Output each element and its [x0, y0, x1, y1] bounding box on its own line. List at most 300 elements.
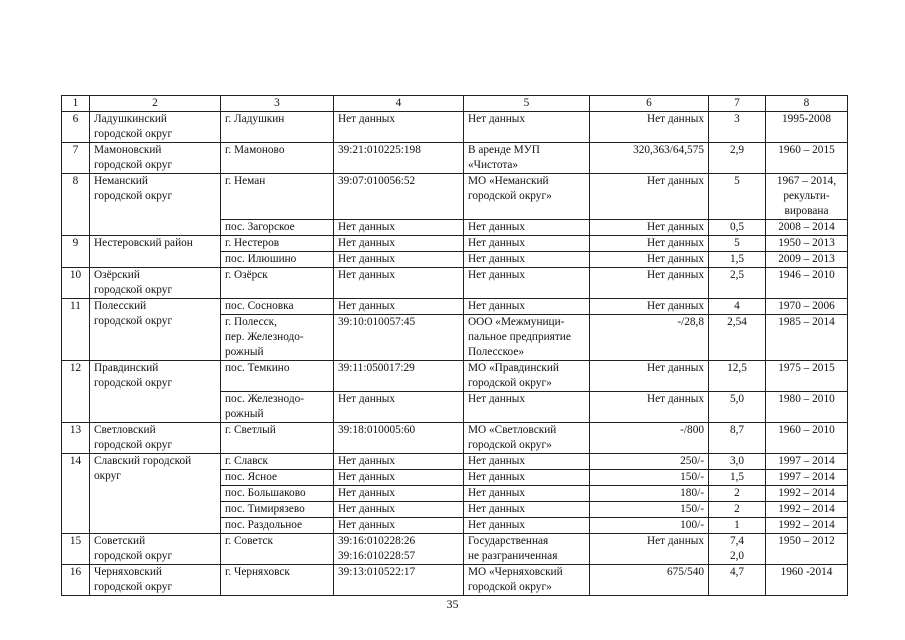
- cell-text-line: пос. Загорское: [225, 221, 295, 233]
- cell-text-line: Государственная: [468, 535, 549, 547]
- table-row: [62, 534, 848, 565]
- table-cell: [464, 299, 590, 315]
- header-cell: 7: [709, 96, 766, 112]
- table-cell: [709, 220, 766, 236]
- cell-text-line: Нет данных: [468, 455, 526, 467]
- header-cell: 8: [766, 96, 848, 112]
- cell-text-line: Нет данных: [468, 300, 526, 312]
- cell-text-line: Нет данных: [646, 269, 704, 281]
- table-cell: [709, 486, 766, 502]
- page-number: 35: [446, 597, 459, 611]
- table-cell: [590, 423, 709, 454]
- cell-text-line: городской округ»: [468, 581, 552, 593]
- table-cell: [464, 454, 590, 470]
- cell-text-line: -/28,8: [677, 316, 704, 328]
- table-cell: [709, 299, 766, 315]
- cell-text-line: 1,5: [729, 253, 745, 265]
- table-cell: [709, 423, 766, 454]
- cell-text-line: 5,0: [729, 393, 745, 405]
- cell-text-line: 1950 – 2012: [778, 535, 835, 547]
- cell-text-line: вирована: [784, 205, 829, 217]
- cell-text-line: 15: [69, 535, 82, 547]
- cell-text-line: Нет данных: [646, 113, 704, 125]
- table-cell: [590, 361, 709, 392]
- cell-text-line: 1,5: [729, 471, 745, 483]
- table-cell: [590, 486, 709, 502]
- table-cell: [90, 112, 221, 143]
- table-cell: [221, 392, 334, 423]
- cell-text-line: 150/-: [680, 471, 704, 483]
- table-cell: [334, 174, 464, 220]
- table-row: [62, 361, 848, 392]
- table-cell: [766, 518, 848, 534]
- cell-text-line: Полесский: [94, 300, 147, 312]
- table-cell: [334, 423, 464, 454]
- cell-text-line: 320,363/64,575: [633, 144, 704, 156]
- table-cell: [90, 565, 221, 596]
- table-cell: [464, 392, 590, 423]
- cell-text-line: Нет данных: [468, 393, 526, 405]
- table-cell: [709, 174, 766, 220]
- cell-text-line: 2: [734, 487, 740, 499]
- table-cell: [221, 268, 334, 299]
- table-cell: [766, 112, 848, 143]
- cell-text-line: Нет данных: [646, 253, 704, 265]
- table-cell: [709, 315, 766, 361]
- table-cell: [590, 392, 709, 423]
- cell-text-line: 3,0: [729, 455, 745, 467]
- cell-text-line: 2008 – 2014: [778, 221, 835, 233]
- table-cell: [221, 174, 334, 220]
- cell-text-line: г. Советск: [225, 535, 274, 547]
- cell-text-line: 39:11:050017:29: [338, 362, 415, 374]
- cell-text-line: МО «Черняховский: [468, 566, 563, 578]
- cell-text-line: 5: [734, 175, 740, 187]
- cell-text-line: Светловский: [94, 424, 156, 436]
- cell-text-line: Нет данных: [338, 221, 396, 233]
- table-row: [62, 423, 848, 454]
- table-cell: [464, 486, 590, 502]
- table-cell: [590, 565, 709, 596]
- cell-text-line: Нет данных: [468, 487, 526, 499]
- table-body: [62, 112, 848, 596]
- cell-text-line: «Чистота»: [468, 159, 519, 171]
- cell-text-line: 2009 – 2013: [778, 253, 835, 265]
- cell-text-line: г. Полесск,: [225, 316, 277, 328]
- table-cell: [766, 174, 848, 220]
- cell-text-line: Нестеровский район: [94, 237, 193, 249]
- table-cell: [90, 236, 221, 268]
- cell-text-line: 4: [734, 300, 740, 312]
- cell-text-line: 1997 – 2014: [778, 455, 835, 467]
- cell-text-line: 675/540: [666, 566, 704, 578]
- cell-text-line: Нет данных: [338, 455, 396, 467]
- cell-text-line: Нет данных: [338, 471, 396, 483]
- table-cell: [221, 315, 334, 361]
- cell-text-line: 2,9: [729, 144, 745, 156]
- table-cell: [766, 252, 848, 268]
- table-cell: [709, 252, 766, 268]
- cell-text-line: Нет данных: [468, 113, 526, 125]
- cell-text-line: Нет данных: [468, 237, 526, 249]
- cell-text-line: 16: [69, 566, 82, 578]
- cell-text-line: 39:10:010057:45: [338, 316, 416, 328]
- cell-text-line: 39:13:010522:17: [338, 566, 416, 578]
- table-cell: [766, 315, 848, 361]
- row-number-cell: [62, 174, 90, 236]
- cell-text-line: Нет данных: [338, 393, 396, 405]
- table-cell: [590, 470, 709, 486]
- table-cell: [590, 174, 709, 220]
- cell-text-line: г. Светлый: [225, 424, 276, 436]
- cell-text-line: 4,7: [729, 566, 745, 578]
- table-cell: [334, 252, 464, 268]
- table-cell: [464, 518, 590, 534]
- table-cell: [334, 486, 464, 502]
- cell-text-line: Мамоновский: [94, 144, 162, 156]
- table-cell: [766, 220, 848, 236]
- table-cell: [464, 112, 590, 143]
- cell-text-line: Нет данных: [338, 300, 396, 312]
- cell-text-line: 1946 – 2010: [778, 269, 835, 281]
- cell-text-line: 7,4: [729, 535, 745, 547]
- cell-text-line: 1985 – 2014: [778, 316, 835, 328]
- table-cell: [334, 565, 464, 596]
- cell-text-line: Нет данных: [338, 237, 396, 249]
- cell-text-line: -/800: [680, 424, 704, 436]
- table-cell: [709, 518, 766, 534]
- table-cell: [590, 454, 709, 470]
- table-cell: [464, 236, 590, 252]
- table-cell: [590, 315, 709, 361]
- table-cell: [766, 392, 848, 423]
- cell-text-line: Нет данных: [468, 503, 526, 515]
- header-cell: 2: [90, 96, 221, 112]
- table-cell: [221, 252, 334, 268]
- table-cell: [90, 361, 221, 423]
- cell-text-line: пос. Сосновка: [225, 300, 294, 312]
- table-cell: [709, 502, 766, 518]
- cell-text-line: 39:16:010228:57: [338, 550, 416, 562]
- table-cell: [221, 454, 334, 470]
- cell-text-line: не разграниченная: [468, 550, 558, 562]
- cell-text-line: 2: [734, 503, 740, 515]
- table-cell: [709, 361, 766, 392]
- cell-text-line: Нет данных: [468, 471, 526, 483]
- table-cell: [464, 470, 590, 486]
- table-cell: [221, 470, 334, 486]
- table-cell: [334, 470, 464, 486]
- cell-text-line: Нет данных: [646, 393, 704, 405]
- cell-text-line: городской округ»: [468, 439, 552, 451]
- cell-text-line: Нет данных: [338, 269, 396, 281]
- table-cell: [90, 299, 221, 361]
- table-cell: [221, 486, 334, 502]
- table-cell: [766, 236, 848, 252]
- table-row: [62, 268, 848, 299]
- table-cell: [221, 361, 334, 392]
- table-cell: [90, 454, 221, 534]
- cell-text-line: г. Мамоново: [225, 144, 285, 156]
- cell-text-line: Нет данных: [646, 175, 704, 187]
- table-cell: [464, 315, 590, 361]
- table-cell: [464, 268, 590, 299]
- table-cell: [766, 423, 848, 454]
- header-row: [62, 96, 848, 112]
- cell-text-line: 100/-: [680, 519, 704, 531]
- table-cell: [221, 518, 334, 534]
- table-cell: [590, 143, 709, 174]
- table-cell: [334, 361, 464, 392]
- table-cell: [464, 423, 590, 454]
- table-cell: [334, 299, 464, 315]
- table-cell: [90, 534, 221, 565]
- cell-text-line: городской округ»: [468, 377, 552, 389]
- cell-text-line: Славский городской: [94, 455, 192, 467]
- table-cell: [90, 268, 221, 299]
- cell-text-line: 1967 – 2014,: [776, 175, 837, 187]
- cell-text-line: 1950 – 2013: [778, 237, 835, 249]
- row-number-cell: [62, 112, 90, 143]
- cell-text-line: г. Озёрск: [225, 269, 268, 281]
- cell-text-line: Нет данных: [468, 519, 526, 531]
- cell-text-line: городской округ»: [468, 190, 552, 202]
- cell-text-line: Нет данных: [338, 113, 396, 125]
- cell-text-line: ООО «Межмуници-: [468, 316, 565, 328]
- cell-text-line: 1980 – 2010: [778, 393, 835, 405]
- table-cell: [334, 236, 464, 252]
- table-cell: [709, 470, 766, 486]
- table-cell: [221, 565, 334, 596]
- cell-text-line: 1995-2008: [782, 113, 831, 125]
- table-cell: [221, 299, 334, 315]
- table-cell: [334, 518, 464, 534]
- row-number-cell: [62, 361, 90, 423]
- cell-text-line: В аренде МУП: [468, 144, 540, 156]
- cell-text-line: рекульти-: [783, 190, 830, 202]
- cell-text-line: 1992 – 2014: [778, 487, 835, 499]
- cell-text-line: 12,5: [727, 362, 747, 374]
- cell-text-line: МО «Правдинский: [468, 362, 559, 374]
- cell-text-line: пер. Железнодо-: [225, 331, 304, 343]
- cell-text-line: г. Неман: [225, 175, 266, 187]
- table-cell: [709, 534, 766, 565]
- cell-text-line: г. Нестеров: [225, 237, 280, 249]
- table-cell: [334, 220, 464, 236]
- table-cell: [590, 236, 709, 252]
- cell-text-line: 39:07:010056:52: [338, 175, 416, 187]
- row-number-cell: [62, 534, 90, 565]
- cell-text-line: городской округ: [94, 439, 173, 451]
- cell-text-line: городской округ: [94, 581, 173, 593]
- cell-text-line: г. Ладушкин: [225, 113, 285, 125]
- cell-text-line: городской округ: [94, 128, 173, 140]
- table-cell: [464, 220, 590, 236]
- cell-text-line: Нет данных: [338, 519, 396, 531]
- table-cell: [334, 112, 464, 143]
- cell-text-line: 13: [69, 424, 82, 436]
- table-cell: [334, 268, 464, 299]
- cell-text-line: Нет данных: [338, 253, 396, 265]
- table-cell: [590, 502, 709, 518]
- cell-text-line: 1975 – 2015: [778, 362, 835, 374]
- table-cell: [464, 174, 590, 220]
- cell-text-line: Неманский: [94, 175, 148, 187]
- cell-text-line: рожный: [225, 408, 264, 420]
- table-cell: [90, 423, 221, 454]
- table-cell: [709, 112, 766, 143]
- table-cell: [590, 220, 709, 236]
- table-cell: [90, 143, 221, 174]
- cell-text-line: Озёрский: [94, 269, 140, 281]
- table-cell: [766, 565, 848, 596]
- table-cell: [334, 502, 464, 518]
- table-cell: [464, 502, 590, 518]
- cell-text-line: 11: [70, 300, 81, 312]
- table-cell: [709, 454, 766, 470]
- cell-text-line: 2,0: [729, 550, 745, 562]
- cell-text-line: округ: [94, 470, 121, 482]
- cell-text-line: 0,5: [729, 221, 745, 233]
- cell-text-line: 9: [72, 237, 79, 249]
- cell-text-line: 39:18:010005:60: [338, 424, 416, 436]
- table-cell: [590, 534, 709, 565]
- data-table: [61, 95, 848, 596]
- row-number-cell: [62, 565, 90, 596]
- cell-text-line: Нет данных: [468, 269, 526, 281]
- table-cell: [221, 534, 334, 565]
- cell-text-line: Советский: [94, 535, 146, 547]
- cell-text-line: Нет данных: [338, 503, 396, 515]
- cell-text-line: г. Славск: [225, 455, 268, 467]
- table-cell: [464, 252, 590, 268]
- cell-text-line: 14: [69, 455, 82, 467]
- cell-text-line: городской округ: [94, 550, 173, 562]
- table-cell: [766, 143, 848, 174]
- table-cell: [590, 252, 709, 268]
- cell-text-line: Черняховский: [94, 566, 162, 578]
- cell-text-line: 39:16:010228:26: [338, 535, 416, 547]
- table-cell: [766, 361, 848, 392]
- header-cell: 4: [334, 96, 464, 112]
- table-cell: [464, 565, 590, 596]
- cell-text-line: 2,5: [729, 269, 745, 281]
- table-cell: [90, 174, 221, 236]
- table-row: [62, 454, 848, 470]
- table-cell: [766, 268, 848, 299]
- row-number-cell: [62, 236, 90, 268]
- cell-text-line: 1992 – 2014: [778, 503, 835, 515]
- cell-text-line: городской округ: [94, 159, 173, 171]
- table-cell: [590, 299, 709, 315]
- cell-text-line: Нет данных: [646, 300, 704, 312]
- cell-text-line: МО «Неманский: [468, 175, 549, 187]
- row-number-cell: [62, 268, 90, 299]
- cell-text-line: пос. Тимирязево: [225, 503, 305, 515]
- cell-text-line: 1960 – 2010: [778, 424, 835, 436]
- table-cell: [334, 534, 464, 565]
- table-row: [62, 174, 848, 220]
- cell-text-line: пос. Ясное: [225, 471, 278, 483]
- cell-text-line: 10: [69, 269, 82, 281]
- table-row: [62, 565, 848, 596]
- row-number-cell: [62, 143, 90, 174]
- table-row: [62, 236, 848, 252]
- table-cell: [766, 470, 848, 486]
- cell-text-line: пос. Железнодо-: [225, 393, 304, 405]
- cell-text-line: 7: [72, 144, 79, 156]
- table-cell: [709, 236, 766, 252]
- cell-text-line: пос. Большаково: [225, 487, 306, 499]
- cell-text-line: 1997 – 2014: [778, 471, 835, 483]
- table-cell: [221, 423, 334, 454]
- cell-text-line: 39:21:010225:198: [338, 144, 421, 156]
- table-cell: [334, 143, 464, 174]
- cell-text-line: 12: [69, 362, 82, 374]
- table-cell: [334, 392, 464, 423]
- cell-text-line: городской округ: [94, 190, 173, 202]
- table-cell: [334, 315, 464, 361]
- cell-text-line: 180/-: [680, 487, 704, 499]
- cell-text-line: Правдинский: [94, 362, 159, 374]
- row-number-cell: [62, 299, 90, 361]
- cell-text-line: городской округ: [94, 315, 173, 327]
- cell-text-line: городской округ: [94, 284, 173, 296]
- table-cell: [590, 518, 709, 534]
- cell-text-line: 1960 – 2015: [778, 144, 835, 156]
- table-cell: [590, 112, 709, 143]
- row-number-cell: [62, 454, 90, 534]
- table-cell: [766, 486, 848, 502]
- header-cell: 1: [62, 96, 90, 112]
- table-row: [62, 299, 848, 315]
- table-cell: [766, 534, 848, 565]
- cell-text-line: Нет данных: [646, 237, 704, 249]
- table-cell: [221, 220, 334, 236]
- table-cell: [766, 454, 848, 470]
- cell-text-line: МО «Светловский: [468, 424, 557, 436]
- cell-text-line: 150/-: [680, 503, 704, 515]
- cell-text-line: пос. Раздольное: [225, 519, 303, 531]
- cell-text-line: 1960 -2014: [780, 566, 833, 578]
- cell-text-line: 3: [734, 113, 740, 125]
- table-cell: [464, 534, 590, 565]
- table-cell: [221, 236, 334, 252]
- table-row: [62, 143, 848, 174]
- table-cell: [709, 268, 766, 299]
- table-cell: [709, 143, 766, 174]
- cell-text-line: 8: [72, 175, 79, 187]
- header-cell: 3: [221, 96, 334, 112]
- cell-text-line: пос. Темкино: [225, 362, 290, 374]
- header-cell: 5: [464, 96, 590, 112]
- cell-text-line: 5: [734, 237, 740, 249]
- cell-text-line: 6: [72, 113, 79, 125]
- cell-text-line: 1: [734, 519, 740, 531]
- cell-text-line: рожный: [225, 346, 264, 358]
- cell-text-line: 8,7: [729, 424, 745, 436]
- cell-text-line: 1970 – 2006: [778, 300, 835, 312]
- table-cell: [334, 454, 464, 470]
- cell-text-line: Нет данных: [468, 221, 526, 233]
- cell-text-line: Полесское»: [468, 346, 524, 358]
- cell-text-line: 1992 – 2014: [778, 519, 835, 531]
- cell-text-line: Нет данных: [338, 487, 396, 499]
- table-cell: [464, 361, 590, 392]
- table-row: [62, 112, 848, 143]
- cell-text-line: Нет данных: [646, 362, 704, 374]
- cell-text-line: Нет данных: [468, 253, 526, 265]
